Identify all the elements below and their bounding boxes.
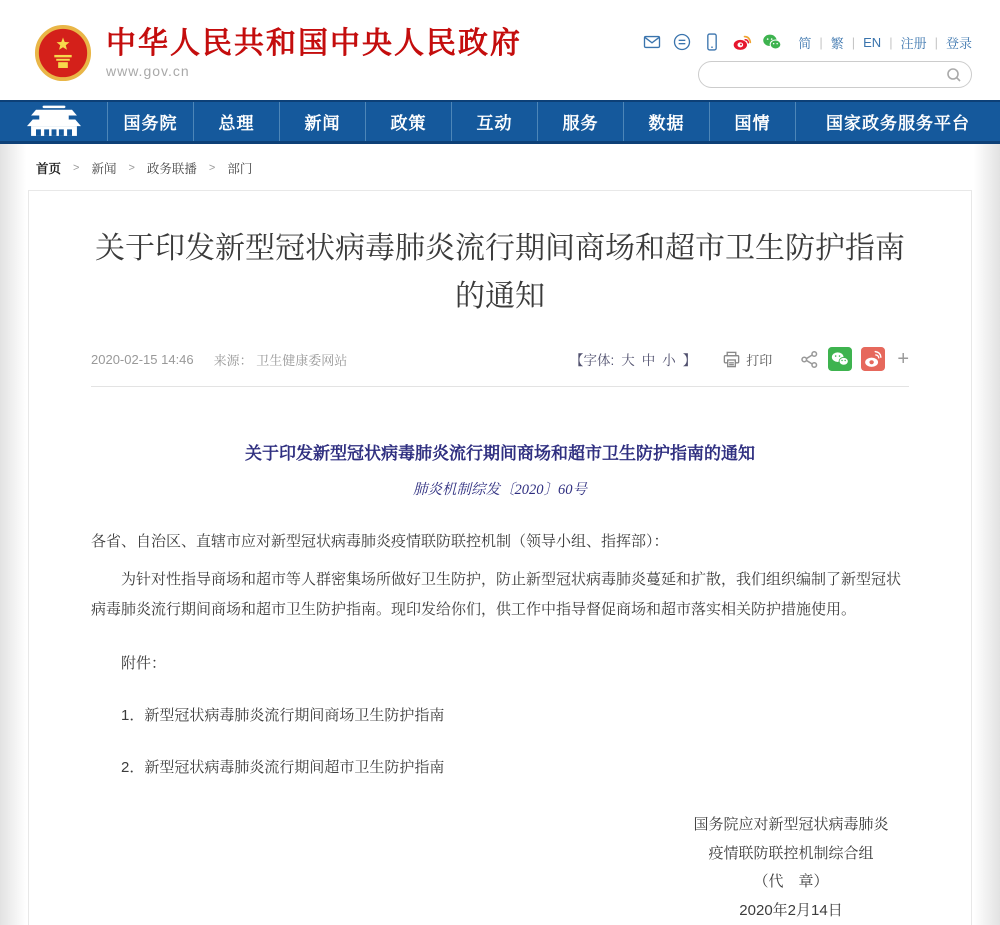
search-input[interactable] bbox=[699, 62, 971, 87]
share-group bbox=[800, 347, 885, 371]
meta-divider bbox=[91, 386, 909, 387]
nav-item-data[interactable]: 数据 bbox=[624, 102, 710, 141]
nav-item-services[interactable]: 服务 bbox=[538, 102, 624, 141]
source bbox=[214, 350, 348, 369]
attachment-item-1: 1．新型冠状病毒肺炎流行期间商场卫生防护指南 bbox=[91, 701, 909, 731]
breadcrumb-news[interactable]: 新闻 bbox=[91, 159, 116, 177]
lang-divider: | bbox=[852, 35, 855, 50]
signature-line-2: 疫情联防联控机制综合组 bbox=[673, 840, 909, 869]
site-url: www.gov.cn bbox=[106, 63, 522, 79]
source-label: 来源： bbox=[214, 353, 253, 368]
article-meta-row bbox=[91, 347, 909, 371]
nav-item-national-conditions[interactable]: 国情 bbox=[710, 102, 796, 141]
article-meta-right bbox=[570, 347, 909, 371]
font-widget-suffix: 】 bbox=[683, 349, 697, 369]
nav-item-interact[interactable]: 互动 bbox=[452, 102, 538, 141]
register-link[interactable]: 注册 bbox=[901, 33, 927, 52]
wechat-icon[interactable] bbox=[762, 32, 782, 52]
national-emblem-icon bbox=[34, 24, 92, 82]
font-size-medium[interactable]: 中 bbox=[642, 349, 656, 369]
nav-item-policy[interactable]: 政策 bbox=[366, 102, 452, 141]
lang-divider: | bbox=[819, 35, 822, 50]
article-box bbox=[28, 190, 972, 925]
nav-home-tiananmen-icon[interactable] bbox=[0, 102, 108, 141]
signature-seal-note: （代 章） bbox=[673, 868, 909, 897]
publish-date: 2020-02-15 14:46 bbox=[91, 352, 194, 367]
mail-icon[interactable] bbox=[642, 32, 662, 52]
font-size-widget bbox=[570, 349, 696, 369]
search-icon[interactable] bbox=[945, 66, 963, 84]
signature-line-1: 国务院应对新型冠状病毒肺炎 bbox=[673, 811, 909, 840]
page-title: 关于印发新型冠状病毒肺炎流行期间商场和超市卫生防护指南的通知 bbox=[91, 225, 909, 321]
lang-divider: | bbox=[889, 35, 892, 50]
message-icon[interactable] bbox=[672, 32, 692, 52]
breadcrumb-home[interactable]: 首页 bbox=[36, 159, 61, 177]
quick-links-row bbox=[642, 32, 972, 52]
nav-item-news[interactable]: 新闻 bbox=[280, 102, 366, 141]
share-weibo-icon[interactable] bbox=[861, 347, 885, 371]
font-size-large[interactable]: 大 bbox=[621, 349, 635, 369]
breadcrumb-separator: > bbox=[73, 162, 79, 174]
share-wechat-icon[interactable] bbox=[828, 347, 852, 371]
breadcrumb-gov-broadcast[interactable]: 政务联播 bbox=[147, 159, 197, 177]
breadcrumb bbox=[28, 144, 972, 190]
nav-item-gov-service-platform[interactable]: 国家政务服务平台 bbox=[796, 102, 1000, 141]
breadcrumb-departments[interactable]: 部门 bbox=[227, 159, 252, 177]
nav-item-premier[interactable]: 总理 bbox=[194, 102, 280, 141]
site-header bbox=[0, 0, 1000, 100]
header-tools bbox=[642, 24, 972, 88]
share-icon[interactable] bbox=[800, 350, 819, 369]
source-name: 卫生健康委网站 bbox=[256, 353, 347, 368]
document-number: 肺炎机制综发〔2020〕60号 bbox=[91, 478, 909, 499]
lang-divider: | bbox=[935, 35, 938, 50]
printer-icon bbox=[722, 350, 741, 369]
document-body bbox=[91, 439, 909, 925]
search-box bbox=[698, 61, 972, 88]
main-nav bbox=[0, 100, 1000, 144]
signature-date: 2020年2月14日 bbox=[673, 897, 909, 925]
document-title: 关于印发新型冠状病毒肺炎流行期间商场和超市卫生防护指南的通知 bbox=[91, 439, 909, 464]
brand-text bbox=[106, 27, 522, 79]
weibo-icon[interactable] bbox=[732, 32, 752, 52]
site-title: 中华人民共和国中央人民政府 bbox=[106, 27, 522, 60]
login-link[interactable]: 登录 bbox=[946, 33, 972, 52]
lang-simplified[interactable]: 简 bbox=[798, 33, 811, 52]
article-meta-left bbox=[91, 350, 347, 369]
site-logo[interactable] bbox=[34, 24, 522, 82]
lang-english[interactable]: EN bbox=[863, 35, 881, 50]
font-size-small[interactable]: 小 bbox=[662, 349, 676, 369]
nav-item-state-council[interactable]: 国务院 bbox=[108, 102, 194, 141]
attachment-item-2: 2．新型冠状病毒肺炎流行期间超市卫生防护指南 bbox=[91, 753, 909, 783]
more-share-button[interactable]: + bbox=[897, 349, 909, 369]
breadcrumb-separator: > bbox=[209, 162, 215, 174]
body-paragraph: 为针对性指导商场和超市等人群密集场所做好卫生防护，防止新型冠状病毒肺炎蔓延和扩散，我们组织编制了新型冠状病毒肺炎流行期间商场和超市卫生防护指南。现印发给你们，供工作中指导督促商场和超市落实相关防护措施使用。 bbox=[91, 565, 909, 625]
mobile-icon[interactable] bbox=[702, 32, 722, 52]
lang-traditional[interactable]: 繁 bbox=[831, 33, 844, 52]
content-area bbox=[0, 144, 1000, 925]
language-links bbox=[798, 33, 972, 52]
signature-block bbox=[673, 811, 909, 925]
attachments-label: 附件： bbox=[91, 649, 909, 679]
print-label: 打印 bbox=[746, 350, 772, 369]
salutation-paragraph: 各省、自治区、直辖市应对新型冠状病毒肺炎疫情联防联控机制（领导小组、指挥部）： bbox=[91, 527, 909, 557]
breadcrumb-separator: > bbox=[128, 162, 134, 174]
font-widget-prefix: 【字体: bbox=[570, 349, 614, 369]
print-button[interactable] bbox=[722, 350, 772, 369]
